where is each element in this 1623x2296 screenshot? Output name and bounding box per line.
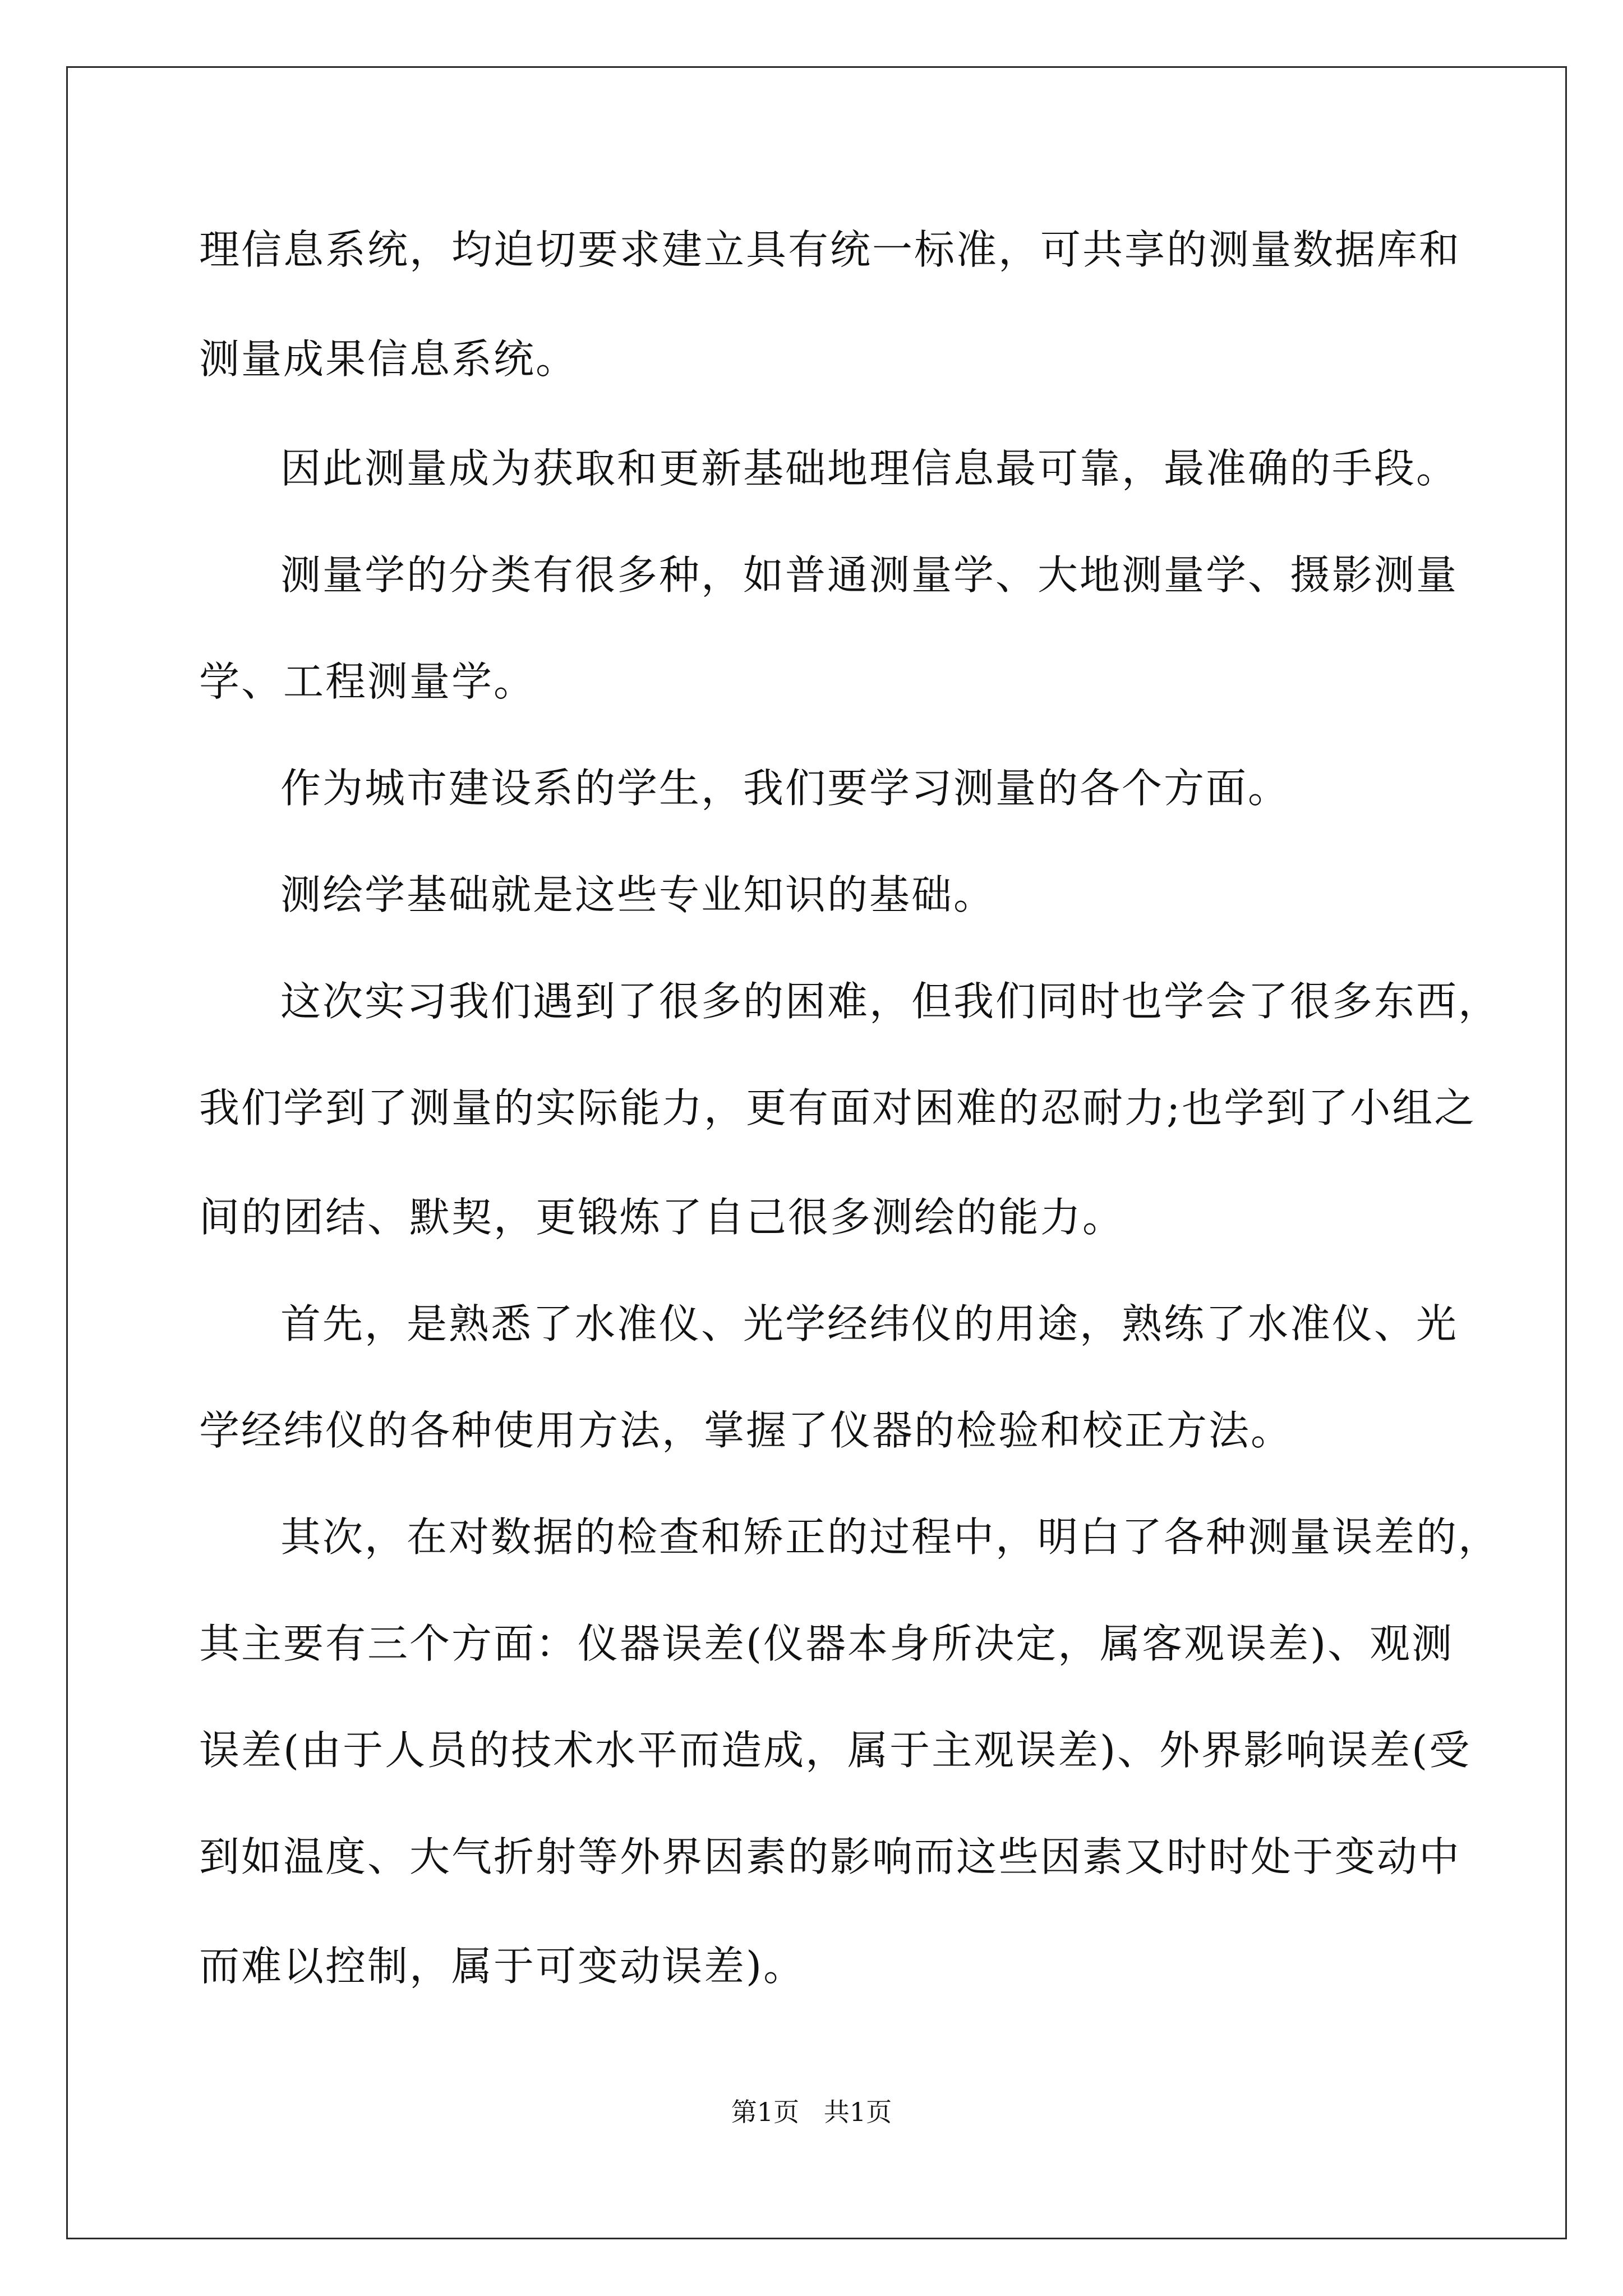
page-border	[66, 66, 1567, 2239]
text-line-12: 学经纬仪的各种使用方法，掌握了仪器的检验和校正方法。	[199, 1407, 1293, 1454]
text-line-3: 因此测量成为获取和更新基础地理信息最可靠，最准确的手段。	[280, 445, 1459, 492]
text-line-9: 我们学到了测量的实际能力，更有面对困难的忍耐力;也学到了小组之	[199, 1084, 1477, 1131]
text-line-5: 学、工程测量学。	[199, 658, 536, 705]
text-line-8: 这次实习我们遇到了很多的困难，但我们同时也学会了很多东西，	[280, 978, 1501, 1025]
text-line-1: 理信息系统，均迫切要求建立具有统一标准，可共享的测量数据库和	[199, 226, 1461, 273]
text-line-15: 误差(由于人员的技术水平而造成，属于主观误差)、外界影响误差(受	[199, 1727, 1472, 1774]
text-line-4: 测量学的分类有很多种，如普通测量学、大地测量学、摄影测量	[280, 551, 1459, 599]
text-line-2: 测量成果信息系统。	[199, 335, 578, 383]
text-line-13: 其次，在对数据的检查和矫正的过程中，明白了各种测量误差的，	[280, 1513, 1501, 1561]
text-line-7: 测绘学基础就是这些专业知识的基础。	[280, 871, 996, 918]
text-line-10: 间的团结、默契，更锻炼了自己很多测绘的能力。	[199, 1194, 1125, 1241]
page-number-footer: 第1页 共1页	[731, 2097, 892, 2127]
text-line-6: 作为城市建设系的学生，我们要学习测量的各个方面。	[280, 765, 1290, 812]
text-line-17: 而难以控制，属于可变动误差)。	[199, 1943, 806, 1990]
text-line-16: 到如温度、大气折射等外界因素的影响而这些因素又时时处于变动中	[199, 1833, 1461, 1880]
text-line-11: 首先，是熟悉了水准仪、光学经纬仪的用途，熟练了水准仪、光	[280, 1300, 1459, 1347]
text-line-14: 其主要有三个方面：仪器误差(仪器本身所决定，属客观误差)、观测	[199, 1620, 1454, 1667]
